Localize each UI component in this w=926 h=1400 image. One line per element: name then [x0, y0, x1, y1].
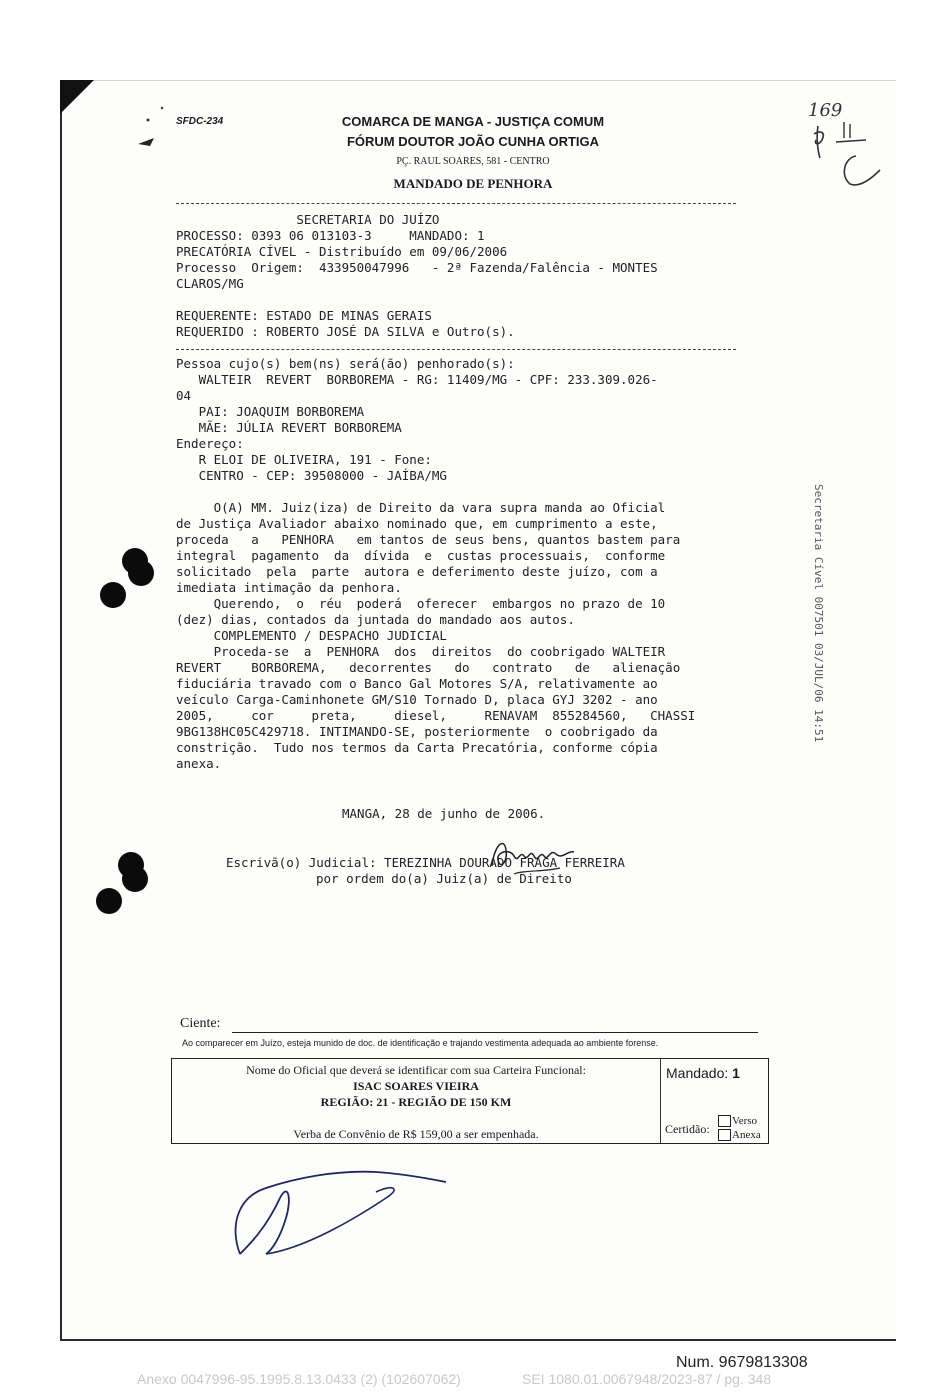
separator — [176, 203, 736, 204]
officer-region: REGIÃO: 21 - REGIÃO DE 150 KM — [320, 1095, 512, 1109]
handwritten-page-number: 169 — [808, 100, 843, 121]
body-line: de Justiça Avaliador abaixo nominado que, em cumprimento a este, — [176, 516, 658, 531]
body-line: proceda a PENHORA em tantos de seus bens, quantos bastem para — [176, 532, 681, 547]
officer-name: ISAC SOARES VIEIRA — [353, 1079, 479, 1093]
body-line: 04 — [176, 388, 192, 403]
anexa-checkbox[interactable] — [718, 1129, 731, 1141]
body-line: PROCESSO: 0393 06 013103-3 MANDADO: 1 — [176, 228, 485, 243]
document-body — [176, 212, 695, 772]
handwritten-mark-icon — [806, 118, 886, 198]
anexa-option — [718, 1129, 761, 1141]
body-line: CENTRO - CEP: 39508000 - JAÍBA/MG — [176, 468, 447, 483]
punch-hole — [96, 888, 122, 914]
body-line: Pessoa cujo(s) bem(ns) será(ão) penhorado(s): — [176, 356, 515, 371]
officer-fee: Verba de Convênio de R$ 159,00 a ser empenhada. — [293, 1127, 539, 1141]
ciente-signature-line — [232, 1032, 758, 1033]
verso-option — [718, 1115, 757, 1127]
body-line: COMPLEMENTO / DESPACHO JUDICIAL — [176, 628, 447, 643]
footer-sei: SEI 1080.01.0067948/2023-87 / pg. 348 — [522, 1371, 772, 1387]
body-line: MÃE: JÚLIA REVERT BORBOREMA — [176, 420, 402, 435]
body-line — [176, 340, 695, 356]
body-line: 2005, cor preta, diesel, RENAVAM 855284560, CHASSI — [176, 708, 696, 723]
header-line-2: FÓRUM DOUTOR JOÃO CUNHA ORTIGA — [346, 134, 600, 149]
body-line: solicitado pela parte autora e deferimento deste juízo, com a — [176, 564, 658, 579]
officer-signature-icon — [226, 1158, 456, 1268]
body-line: 9BG138HC05C429718. INTIMANDO-SE, posteriormente o coobrigado da — [176, 724, 658, 739]
body-line: constrição. Tudo nos termos da Carta Precatória, conforme cópia — [176, 740, 658, 755]
punch-hole — [122, 866, 148, 892]
body-line: CLAROS/MG — [176, 276, 244, 291]
body-line: REVERT BORBOREMA, decorrentes do contrato de alienação — [176, 660, 681, 675]
clerk-signature-icon — [484, 826, 584, 886]
verso-checkbox[interactable] — [718, 1115, 731, 1127]
body-line: fiduciária travado com o Banco Gal Motores S/A, relativamente ao — [176, 676, 658, 691]
body-line: R ELOI DE OLIVEIRA, 191 - Fone: — [176, 452, 432, 467]
box-divider — [660, 1059, 661, 1143]
ciente-notice: Ao comparecer em Juízo, esteja munido de doc. de identificação e trajando vestimenta adequada ao ambiente forense. — [182, 1038, 659, 1048]
page-title: MANDADO DE PENHORA — [393, 176, 553, 191]
mandado-value: 1 — [732, 1065, 740, 1081]
mandado-box-label — [666, 1065, 740, 1081]
body-line: Querendo, o réu poderá oferecer embargos no prazo de 10 — [176, 596, 666, 611]
body-line: SECRETARIA DO JUÍZO — [176, 212, 440, 227]
body-line: Proceda-se a PENHORA dos direitos do coobrigado WALTEIR — [176, 644, 666, 659]
verso-label: Verso — [732, 1115, 758, 1127]
body-line: O(A) MM. Juiz(iza) de Direito da vara supra manda ao Oficial — [176, 500, 666, 515]
judge-order-line: por ordem do(a) Juiz(a) de Direito — [316, 871, 572, 886]
body-line — [176, 484, 695, 500]
body-line: WALTEIR REVERT BORBOREMA - RG: 11409/MG - CPF: 233.309.026- — [176, 372, 658, 387]
body-line: REQUERENTE: ESTADO DE MINAS GERAIS — [176, 308, 432, 323]
body-line: REQUERIDO : ROBERTO JOSÉ DA SILVA e Outro(s). — [176, 324, 515, 339]
punch-hole — [128, 560, 154, 586]
scan-mark-icon — [132, 100, 172, 160]
body-line — [176, 292, 695, 308]
page-corner-fold — [60, 80, 94, 114]
certidao-label: Certidão: — [665, 1122, 710, 1136]
ciente-label: Ciente: — [180, 1016, 221, 1031]
header-line-1: COMARCA DE MANGA - JUSTIÇA COMUM — [341, 114, 605, 129]
body-line: veículo Carga-Caminhonete GM/S10 Tornado D, placa GYJ 3202 - ano — [176, 692, 658, 707]
body-line: PRECATÓRIA CÍVEL - Distribuído em 09/06/2006 — [176, 244, 508, 259]
protocol-stamp: Secretaria Cível 007501 03/JUL/06 14:51 — [812, 484, 825, 743]
anexa-label: Anexa — [732, 1129, 761, 1141]
body-line: integral pagamento da dívida e custas processuais, conforme — [176, 548, 666, 563]
body-line: imediata intimação da penhora. — [176, 580, 402, 595]
footer-annex: Anexo 0047996-95.1995.8.13.0433 (2) (102607062) — [137, 1371, 461, 1387]
body-line: Processo Origem: 433950047996 - 2ª Fazenda/Falência - MONTES — [176, 260, 658, 275]
form-code: SFDC-234 — [176, 116, 224, 127]
body-line: PAI: JOAQUIM BORBOREMA — [176, 404, 365, 419]
header-address: PÇ. RAUL SOARES, 581 - CENTRO — [396, 156, 550, 167]
footer-num: Num. 9679813308 — [676, 1354, 808, 1371]
officer-intro: Nome do Oficial que deverá se identificar com sua Carteira Funcional: — [246, 1063, 586, 1077]
officer-box — [171, 1058, 769, 1144]
body-line: Endereço: — [176, 436, 244, 451]
body-line: (dez) dias, contados da juntada do mandado aos autos. — [176, 612, 575, 627]
mandado-label: Mandado: — [666, 1065, 729, 1081]
date-line: MANGA, 28 de junho de 2006. — [342, 806, 546, 821]
punch-hole — [100, 582, 126, 608]
clerk-line: Escrivã(o) Judicial: TEREZINHA DOURADO FRAGA FERREIRA — [226, 855, 625, 870]
body-line: anexa. — [176, 756, 222, 771]
